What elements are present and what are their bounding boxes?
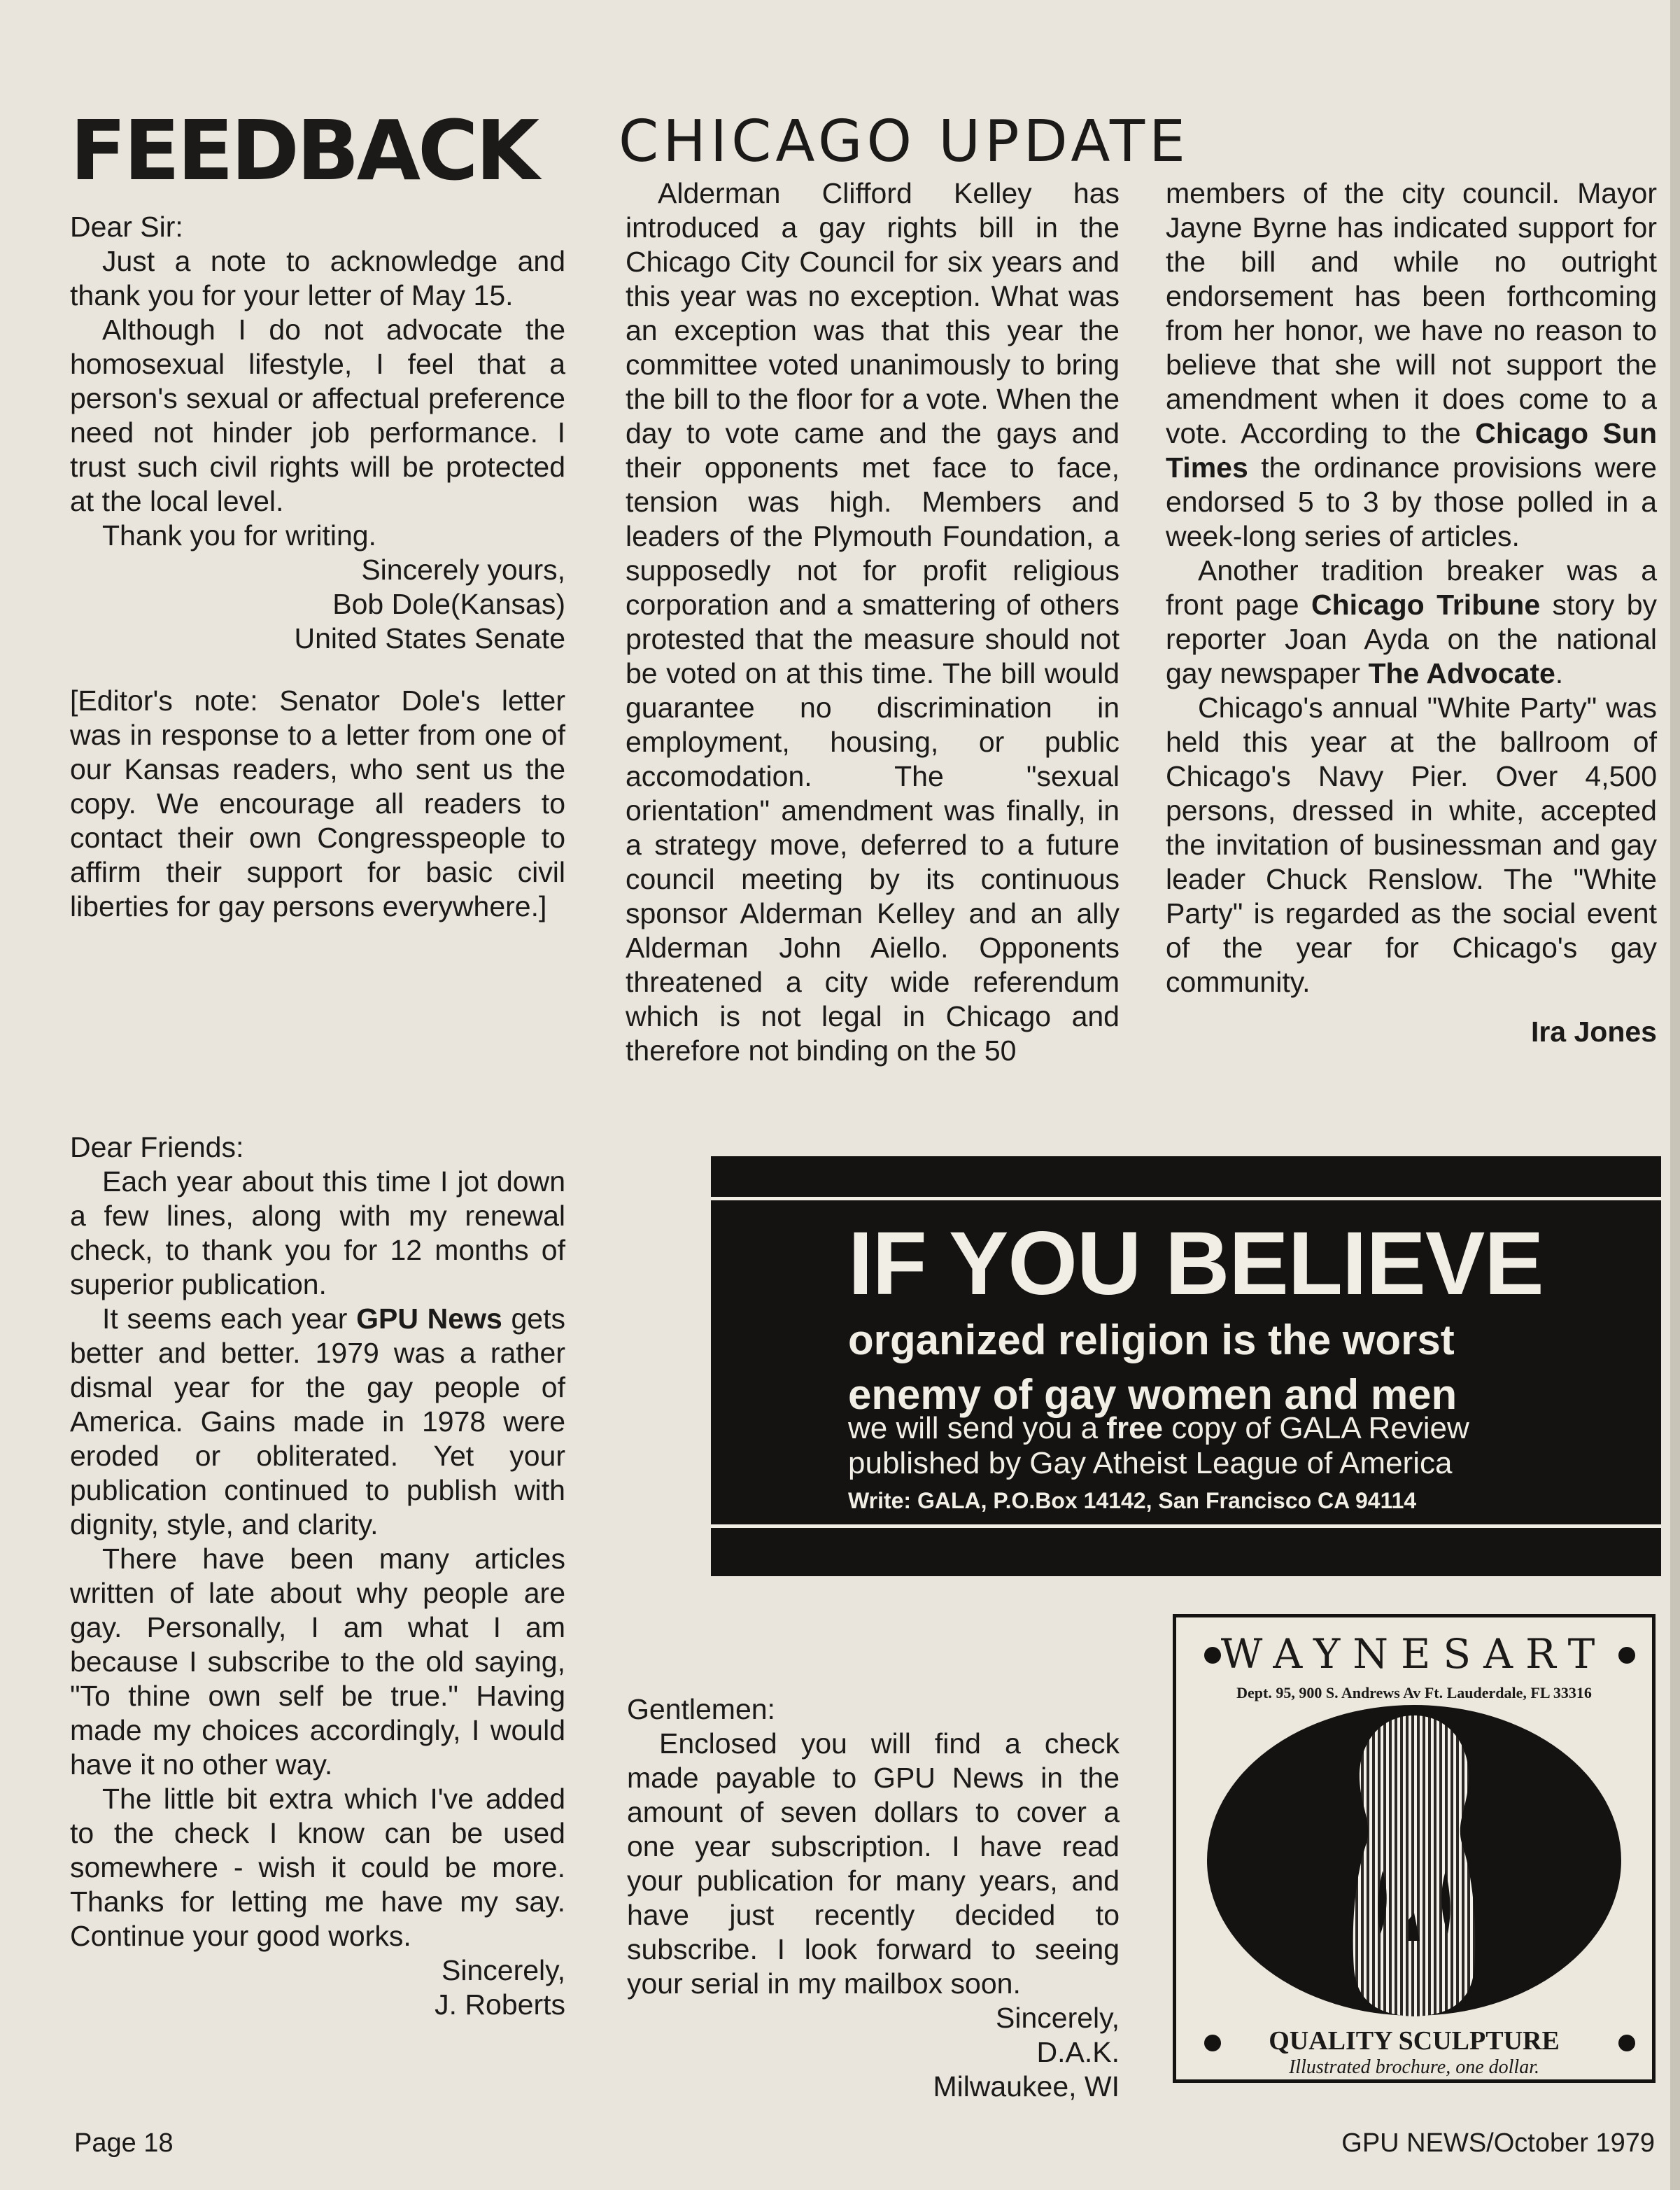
sculpture-illustration (1204, 1703, 1624, 2018)
article-paragraph: Another tradition breaker was a front page Chicago Tribune story by reporter Joan Ayda on the national gay newspaper The Advocate. (1166, 554, 1658, 689)
ad-rule (711, 1524, 1661, 1528)
ad-address: Write: GALA, P.O.Box 14142, San Francisco CA 94114 (848, 1488, 1417, 1513)
ad-brochure: Illustrated brochure, one dollar. (1288, 2056, 1539, 2078)
feedback-column (70, 210, 565, 924)
ad-offer: we will send you a free copy of GALA Review (848, 1411, 1469, 1445)
gala-advertisement (711, 1156, 1661, 1576)
letter-signer-title: United States Senate (294, 622, 565, 654)
letter-closing: Sincerely, (442, 1954, 565, 1986)
page-edge (1670, 0, 1680, 2190)
ad-rule (711, 1197, 1661, 1200)
article-paragraph: Chicago's annual "White Party" was held this year at the ballroom of Chicago's Navy Pier. Over 4,500 persons, dressed in white, accepted the invitation of businessman and gay leader Chuck Renslow. The "White Party" is regarded as the social event of the year for Chicago's gay community. (1166, 692, 1657, 998)
ad-tagline: QUALITY SCULPTURE (1269, 2026, 1560, 2056)
publication-footer: GPU NEWS/October 1979 (1341, 2128, 1655, 2158)
letter-paragraph: Just a note to acknowledge and thank you for your letter of May 15. (70, 245, 565, 311)
ad-address: Dept. 95, 900 S. Andrews Av Ft. Lauderdale, FL 33316 (1236, 1684, 1592, 1701)
letter-paragraph: Enclosed you will find a check made payable to GPU News in the amount of seven dollars to cover a one year subscription. I have read your publication for many years, and have just recently decided to subscribe. I look forward to seeing your serial in my mailbox soon. (627, 1727, 1120, 2000)
ad-publisher: published by Gay Atheist League of America (848, 1446, 1453, 1480)
chicago-update-column-2 (1166, 176, 1657, 1049)
letter-paragraph: Although I do not advocate the homosexual lifestyle, I feel that a person's sexual or affectual preference need not hinder job performance. I trust such civil rights will be protected at the local level. (70, 314, 565, 517)
editor-note: [Editor's note: Senator Dole's letter was in response to a letter from one of our Kansas readers, who sent us the copy. We encourage all readers to contact their own Congresspeople to affirm their support for basic civil liberties for gay persons everywhere.] (70, 685, 565, 922)
letter-location: Milwaukee, WI (933, 2070, 1120, 2103)
article-paragraph: members of the city council. Mayor Jayne Byrne has indicated support for the bill and while no outright endorsement has been forthcoming from her honor, we have no reason to believe that she will not support the amendment when it does come to a vote. According to the Chicago Sun Times the ordinance provisions were endorsed 5 to 3 by those polled in a week-long series of articles. (1166, 177, 1657, 552)
letter-gentlemen (627, 1692, 1120, 2104)
feedback-heading: FEEDBACK (70, 102, 537, 199)
chicago-update-heading: CHICAGO UPDATE (619, 108, 1190, 175)
article-paragraph: Alderman Clifford Kelley has introduced a gay rights bill in the Chicago City Council for six years and this year was no exception. What was an exception was that this year the committee voted unanimously to bring the bill to the floor for a vote. When the day to vote came and the gays and their opponents met face to face, tension was high. Members and leaders of the Plymouth Foundation, a supposedly not for profit religious corporation and a smattering of others protested that the measure should not be voted on at this time. The bill would guarantee no discrimination in employment, housing, or public accomodation. The "sexual orientation" amendment was finally, in a strategy move, deferred to a future council meeting by its continuous sponsor Alderman Kelley and an ally Alderman John Aiello. Opponents threatened a city wide referendum which is not legal in Chicago and therefore not binding on the 50 (626, 177, 1120, 1067)
letter-salutation: Dear Friends: (70, 1131, 244, 1163)
letter-paragraph: There have been many articles written of late about why people are gay. Personally, I am what I am because I subscribe to the old saying, "To thine own self be true." Having made my choices accordingly, I would have it no other way. (70, 1543, 565, 1781)
chicago-update-column-1 (626, 176, 1120, 1068)
letter-closing: Sincerely, (996, 2002, 1120, 2034)
letter-salutation: Gentlemen: (627, 1693, 775, 1725)
letter-paragraph: Each year about this time I jot down a few lines, along with my renewal check, to thank you for 12 months of superior publication. (70, 1165, 565, 1300)
ad-headline: IF YOU BELIEVE (848, 1214, 1544, 1314)
ad-brand: WAYNESART (1220, 1630, 1608, 1678)
page-number: Page 18 (74, 2128, 174, 2158)
letter-closing: Sincerely yours, (361, 554, 565, 586)
letter-signer: J. Roberts (435, 1988, 565, 2021)
ad-subheadline: organized religion is the worst enemy of gay women and men (848, 1317, 1457, 1418)
letter-paragraph: The little bit extra which I've added to the check I know can be used somewhere - wish it could be more. Thanks for letting me have my say. Continue your good works. (70, 1783, 565, 1952)
letter-signer: D.A.K. (1036, 2036, 1120, 2068)
ad-dot (1618, 2035, 1635, 2051)
publication-name: GPU News (356, 1303, 502, 1335)
letter-paragraph: It seems each year GPU News gets better and better. 1979 was a rather dismal year for the gay people of America. Gains made in 1978 were eroded or obliterated. Yet your publication continued to publish with dignity, style, and clarity. (70, 1303, 565, 1540)
byline: Ira Jones (1530, 1016, 1657, 1048)
feedback-column-lower (70, 1130, 565, 2022)
letter-salutation: Dear Sir: (70, 211, 183, 243)
waynesart-advertisement (1173, 1614, 1656, 2083)
letter-paragraph: Thank you for writing. (102, 519, 376, 552)
letter-signer: Bob Dole(Kansas) (332, 588, 565, 620)
ad-dot (1618, 1647, 1635, 1664)
